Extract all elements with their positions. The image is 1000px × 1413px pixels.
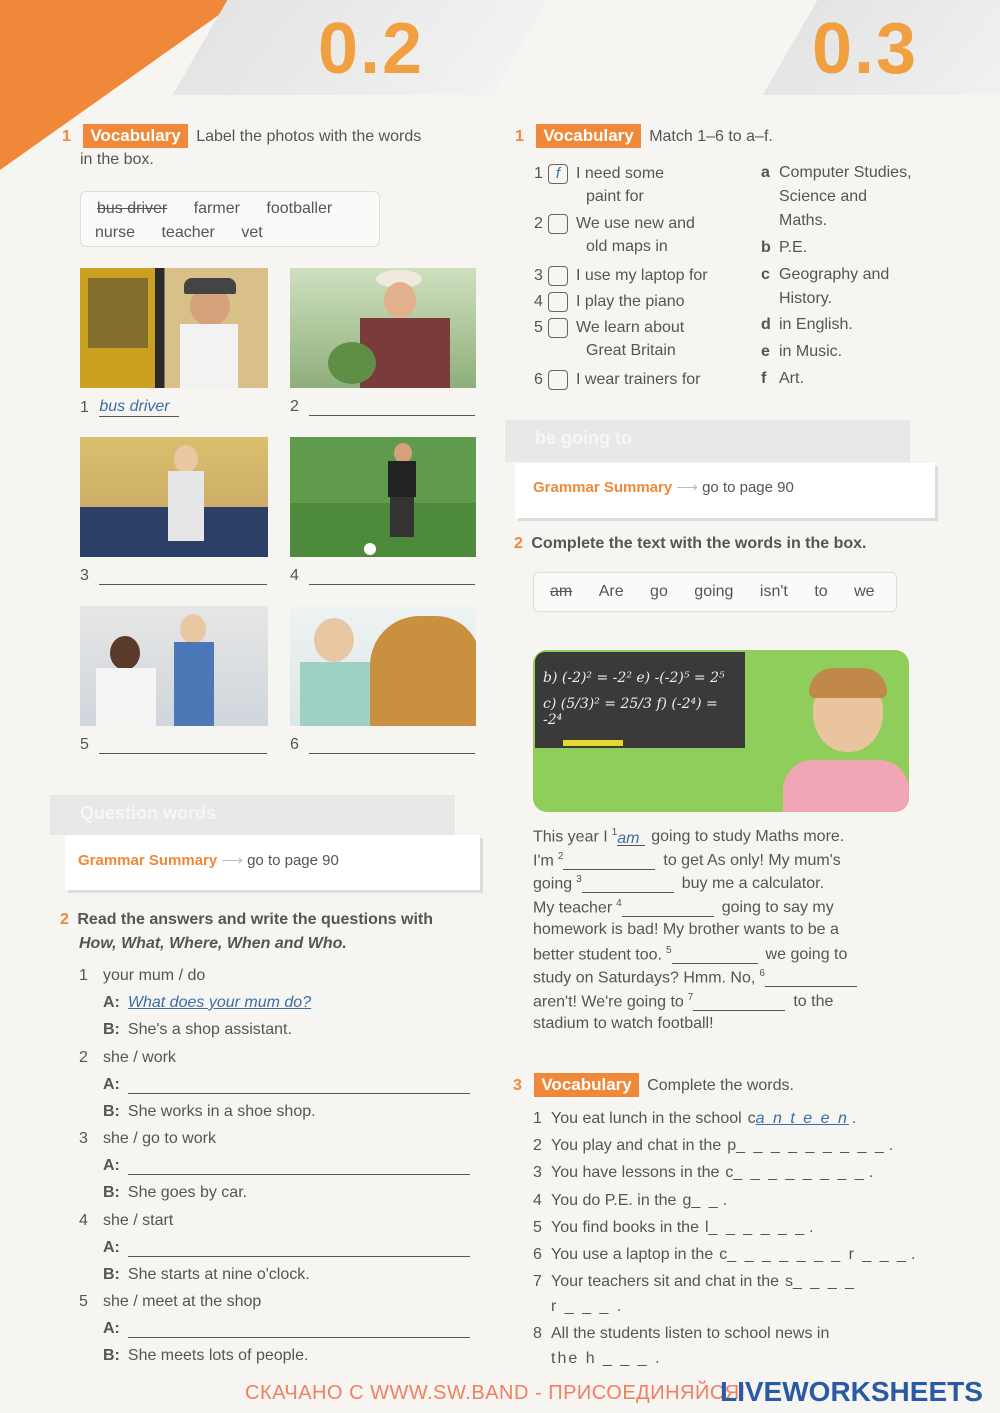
speaker-a: A: (103, 1320, 120, 1337)
option-text-cont: History. (779, 290, 833, 307)
story-line (533, 921, 839, 939)
instruction: Complete the text with the words in the box. (531, 535, 867, 552)
answer-b (103, 1266, 310, 1284)
match-option (761, 239, 807, 257)
story-text-part: going to study Maths more. (651, 828, 845, 846)
story-line (533, 992, 833, 1011)
word-start-letter: g (682, 1192, 692, 1209)
word: we (854, 583, 875, 600)
instruction-cont: How, What, Where, When and Who. (79, 935, 347, 952)
option-letter: a (761, 164, 770, 181)
answer-a (103, 994, 311, 1012)
match-item (534, 292, 685, 312)
answer-text: She's a shop assistant. (127, 1021, 292, 1038)
question-prompt (79, 1293, 261, 1311)
answer-b (103, 1184, 247, 1202)
gap-number: 1 (611, 827, 618, 838)
word-item (533, 1325, 829, 1343)
unit-number-left: 0.2 (318, 9, 425, 89)
caption-1: 1 bus driver (80, 398, 179, 417)
speaker-a: A: (103, 994, 120, 1011)
speaker-b: B: (103, 1021, 120, 1038)
exercise-number: 2 (60, 911, 69, 928)
footer-watermark: СКАЧАНО С WWW.SW.BAND - ПРИСОЕДИНЯЙСЯ! (245, 1382, 746, 1404)
story-line (533, 898, 834, 917)
prompt-text: she / meet at the shop (103, 1293, 262, 1310)
match-item (534, 164, 664, 184)
word-answer[interactable]: _ _ _ _ (793, 1273, 856, 1290)
match-option (761, 316, 853, 334)
word-answer[interactable]: _ _ _ _ _ _ _ _ _ (736, 1137, 886, 1154)
speaker-a: A: (103, 1076, 120, 1093)
story-line (533, 968, 857, 987)
answer-b (103, 1347, 308, 1365)
instruction: Match 1–6 to a–f. (649, 128, 773, 145)
item-number: 2 (79, 1049, 88, 1066)
gap-answer-line[interactable] (563, 854, 655, 870)
instruction: Complete the words. (647, 1077, 794, 1094)
word-item (533, 1219, 814, 1237)
word: vet (241, 224, 263, 241)
word: go (650, 583, 668, 600)
right-ex2-heading (514, 535, 867, 553)
story-line (533, 827, 844, 846)
grammar-summary-label: Grammar Summary (78, 852, 218, 869)
option-text: Computer Studies, (779, 164, 912, 181)
arrow-icon: ⟶ (676, 479, 698, 496)
answer-line[interactable] (309, 400, 475, 416)
prompt-text: your mum / do (103, 967, 206, 984)
speaker-b: B: (103, 1103, 120, 1120)
story-line (533, 945, 847, 964)
story-text-part: going (533, 875, 573, 893)
word-start-letter: l (704, 1219, 709, 1236)
gap-number: 7 (687, 992, 694, 1003)
word-item-cont[interactable]: the h _ _ _ . (551, 1350, 662, 1367)
question-answer-line[interactable] (128, 1320, 470, 1338)
story-text-part: better student too. (533, 946, 662, 964)
right-ex1-heading (515, 124, 773, 148)
answer-b (103, 1103, 316, 1121)
photo-boy-classroom (533, 650, 909, 812)
answer-checkbox[interactable] (548, 266, 568, 286)
punctuation: . (722, 1192, 728, 1209)
question-answer-line[interactable] (128, 1076, 470, 1094)
word-answer[interactable]: _ _ _ _ _ _ (708, 1219, 807, 1236)
item-text: We use new and (576, 215, 695, 233)
item-number: 7 (533, 1273, 542, 1290)
story-text-part: aren't! We're going to (533, 993, 684, 1011)
punctuation: . (851, 1110, 857, 1127)
liveworksheets-logo: LIVEWORKSHEETS (720, 1376, 983, 1407)
grammar-summary-line[interactable] (533, 478, 794, 496)
item-text: We learn about (576, 319, 685, 337)
right-ex3-heading (513, 1073, 794, 1097)
answer-line[interactable] (99, 738, 267, 754)
caption-5: 5 (80, 736, 267, 754)
answer-checkbox[interactable] (548, 292, 568, 312)
gap-answer-line[interactable] (672, 948, 758, 964)
speaker-b: B: (103, 1266, 120, 1283)
unit-number-right: 0.3 (812, 9, 919, 89)
arrow-icon: ⟶ (221, 852, 243, 869)
match-option (761, 370, 804, 388)
word-item (533, 1110, 856, 1128)
word-item (533, 1246, 915, 1264)
item-number: 3 (79, 1130, 88, 1147)
item-number: 1 (79, 967, 88, 984)
vocabulary-tag: Vocabulary (534, 1073, 638, 1097)
item-text-cont: paint for (586, 188, 644, 205)
word: going (694, 583, 734, 600)
word-answer[interactable]: _ _ (691, 1192, 720, 1209)
punctuation: . (868, 1164, 874, 1181)
gap-number: 2 (557, 851, 564, 862)
option-letter: e (761, 343, 770, 360)
gap-answer-line[interactable]: am (617, 830, 645, 846)
vocabulary-tag: Vocabulary (536, 124, 640, 148)
word-item (533, 1137, 893, 1155)
answer-text: She starts at nine o'clock. (127, 1266, 310, 1283)
story-text-part: homework is bad! My brother wants to be a (533, 921, 839, 938)
answer-line[interactable] (309, 738, 475, 754)
word-box (80, 191, 380, 247)
match-option (761, 266, 889, 284)
exercise-number: 1 (62, 128, 71, 145)
gap-answer-line[interactable] (765, 971, 857, 987)
story-text-part: This year I (533, 828, 608, 846)
instruction: Label the photos with the words (196, 128, 422, 145)
item-number: 3 (533, 1164, 542, 1181)
left-ex2-heading (60, 911, 433, 929)
gap-answer-line[interactable] (693, 995, 785, 1011)
caption-3: 3 (80, 567, 267, 585)
story-text-part: I'm (533, 852, 554, 870)
answer-checkbox[interactable] (548, 214, 568, 234)
left-ex1-heading (62, 124, 492, 148)
photo-teacher (80, 437, 268, 557)
item-text: You do P.E. in the (551, 1192, 677, 1209)
item-text-cont: Great Britain (586, 342, 676, 359)
instruction: Read the answers and write the questions with (77, 911, 433, 928)
word-crossed: am (550, 583, 573, 600)
story-text-part: we going to (765, 946, 848, 964)
exercise-number: 1 (515, 128, 524, 145)
story-text-part: My teacher (533, 899, 613, 917)
item-number: 1 (533, 1110, 542, 1127)
option-text-cont: Science and (779, 188, 868, 205)
speaker-b: B: (103, 1347, 120, 1364)
answer-a (103, 1320, 470, 1338)
word: isn't (759, 583, 788, 600)
option-text: Geography and (779, 266, 890, 283)
item-text: You find books in the (551, 1219, 699, 1236)
question-answer-line[interactable] (128, 1239, 470, 1257)
gap-answer-line[interactable] (582, 877, 674, 893)
word-box (533, 572, 897, 612)
item-number: 5 (534, 319, 543, 337)
question-answer-line[interactable]: What does your mum do? (127, 994, 312, 1011)
photo-nurse (80, 606, 268, 726)
answer-a (103, 1157, 470, 1175)
word-item (533, 1192, 727, 1210)
answer-a (103, 1076, 470, 1094)
grammar-heading: be going to (505, 420, 910, 462)
punctuation: . (809, 1219, 814, 1236)
caption-6: 6 (290, 736, 475, 754)
word: Are (598, 583, 624, 600)
match-item (534, 318, 684, 338)
question-prompt (79, 1130, 216, 1148)
question-answer-line[interactable] (128, 1157, 470, 1175)
gap-number: 4 (616, 898, 622, 909)
item-number: 4 (533, 1192, 542, 1209)
item-text: You play and chat in the (551, 1137, 722, 1154)
punctuation: . (910, 1246, 916, 1263)
answer-line[interactable] (309, 569, 475, 585)
answer-1: bus driver (99, 398, 179, 417)
word-crossed: bus driver (97, 200, 168, 217)
item-number: 6 (534, 371, 543, 389)
gap-number: 3 (576, 874, 582, 885)
item-text: I need some (576, 165, 665, 183)
story-line (533, 851, 841, 870)
word-item (533, 1164, 873, 1182)
answer-checkbox[interactable]: f (548, 164, 568, 184)
board-line-2: c) (5/3)² = 25/3 f) (-2⁴) = -2⁴ (543, 696, 718, 728)
caption-4: 4 (290, 567, 475, 585)
photo-vet (290, 606, 476, 726)
speaker-a: A: (103, 1157, 120, 1174)
option-letter: d (761, 316, 771, 333)
gap-number: 6 (759, 968, 765, 979)
item-number: 3 (534, 267, 543, 285)
item-number: 4 (534, 293, 543, 311)
word: to (814, 583, 828, 600)
answer-checkbox[interactable] (548, 370, 568, 390)
question-prompt (79, 1049, 176, 1067)
word-start-letter: s (785, 1273, 793, 1290)
answer-checkbox[interactable] (548, 318, 568, 338)
item-number: 2 (533, 1137, 542, 1154)
option-letter: c (761, 266, 770, 283)
item-number: 5 (533, 1219, 542, 1236)
story-line (533, 874, 824, 893)
photo-footballer (290, 437, 476, 557)
story-text-part: going to say my (721, 899, 834, 917)
word-start-letter: c (747, 1110, 756, 1127)
item-number: 1 (534, 165, 543, 183)
item-text: I wear trainers for (576, 371, 701, 389)
option-text-cont: Maths. (779, 212, 828, 229)
word-start-letter: p (727, 1137, 737, 1154)
item-text: I play the piano (576, 293, 685, 311)
option-letter: f (761, 370, 767, 387)
word-answer[interactable]: _ _ _ _ _ _ _ _ (733, 1164, 866, 1181)
word-item-cont[interactable]: r _ _ _ . (551, 1298, 624, 1315)
question-prompt (79, 1212, 173, 1230)
item-text: All the students listen to school news in (551, 1325, 830, 1342)
speaker-b: B: (103, 1184, 120, 1201)
answer-text: She goes by car. (127, 1184, 248, 1201)
instruction-cont: in the box. (80, 151, 154, 168)
punctuation: . (888, 1137, 894, 1154)
word-answer[interactable]: _ _ _ _ _ _ _ r _ _ _ (727, 1246, 908, 1263)
gap-number: 5 (665, 945, 672, 956)
item-text-cont: old maps in (586, 238, 668, 255)
prompt-text: she / go to work (103, 1130, 216, 1147)
photo-farmer (290, 268, 476, 388)
gap-answer-line[interactable] (622, 901, 714, 917)
story-text-part: stadium to watch football! (533, 1015, 714, 1032)
speaker-a: A: (103, 1239, 120, 1256)
prompt-text: she / work (103, 1049, 176, 1066)
option-text: P.E. (779, 239, 808, 256)
answer-line[interactable] (99, 569, 267, 585)
item-number: 8 (533, 1325, 542, 1342)
photo-bus-driver (80, 268, 268, 388)
item-text: I use my laptop for (576, 267, 708, 285)
word: nurse (95, 224, 136, 241)
match-item (534, 214, 695, 234)
grammar-summary-label: Grammar Summary (533, 479, 673, 496)
item-number: 4 (79, 1212, 88, 1229)
answer-text: She meets lots of people. (127, 1347, 309, 1364)
item-text: You eat lunch in the school (551, 1110, 742, 1127)
word-answer[interactable]: a n t e e n (755, 1110, 849, 1127)
grammar-summary-line[interactable] (78, 851, 339, 869)
story-text-part: to the (793, 993, 834, 1011)
chalkboard (535, 652, 745, 748)
word: farmer (193, 200, 240, 217)
story-text-part: buy me a calculator. (681, 875, 825, 893)
option-text: Art. (779, 370, 804, 387)
word-start-letter: c (725, 1164, 734, 1181)
exercise-number: 3 (513, 1077, 522, 1094)
word: footballer (266, 200, 333, 217)
word-start-letter: c (719, 1246, 728, 1263)
item-number: 2 (534, 215, 543, 233)
match-item (534, 266, 708, 286)
item-number: 6 (533, 1246, 542, 1263)
item-text: You use a laptop in the (551, 1246, 714, 1263)
match-item (534, 370, 700, 390)
grammar-goto: go to page 90 (247, 852, 339, 869)
caption-2: 2 (290, 398, 475, 416)
match-option (761, 164, 912, 182)
grammar-heading: Question words (50, 795, 455, 835)
grammar-goto: go to page 90 (702, 479, 794, 496)
item-number: 5 (79, 1293, 88, 1310)
question-prompt (79, 967, 205, 985)
story-text-part: to get As only! My mum's (663, 852, 841, 870)
word: teacher (161, 224, 215, 241)
match-option (761, 343, 842, 361)
board-line-1: b) (-2)² = -2² e) -(-2)⁵ = 2⁵ (543, 670, 725, 686)
exercise-number: 2 (514, 535, 523, 552)
answer-b (103, 1021, 292, 1039)
item-text: Your teachers sit and chat in the (551, 1273, 779, 1290)
story-line (533, 1015, 714, 1033)
item-text: You have lessons in the (551, 1164, 720, 1181)
story-text-part: study on Saturdays? Hmm. No, (533, 969, 756, 987)
option-letter: b (761, 239, 771, 256)
prompt-text: she / start (103, 1212, 174, 1229)
vocabulary-tag: Vocabulary (83, 124, 187, 148)
answer-text: She works in a shoe shop. (127, 1103, 316, 1120)
answer-a (103, 1239, 470, 1257)
word-item (533, 1273, 856, 1291)
option-text: in English. (779, 316, 853, 333)
option-text: in Music. (779, 343, 843, 360)
